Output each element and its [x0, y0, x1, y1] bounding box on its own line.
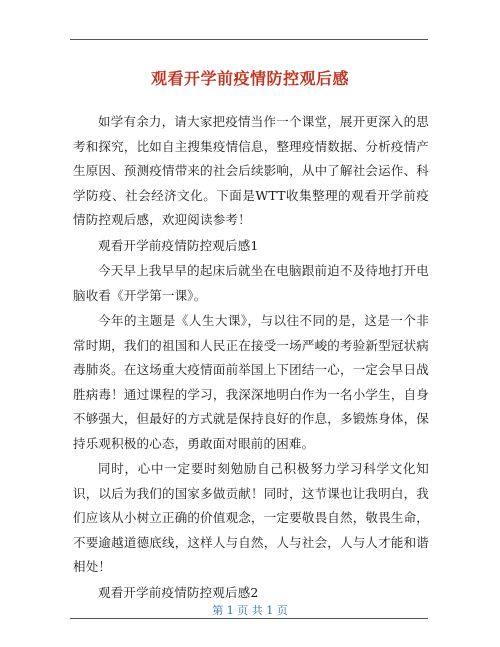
- document-title: 观看开学前疫情防控观后感: [150, 69, 349, 88]
- section-heading-2: 观看开学前疫情防控观后感2: [98, 584, 259, 600]
- section-heading-1: 观看开学前疫情防控观后感1: [98, 237, 259, 253]
- footer-rule: [70, 618, 428, 619]
- document-body: [73, 110, 429, 606]
- body-paragraph: 同时，心中一定要时刻勉励自己积极努力学习科学文化知识，以后为我们的国家多做贡献！同时，这节课也让我明白，我们应该从小树立正确的价值观念，一定要敬畏自然，敬畏生命，不要逾越道德底线，这样人与自然，人与社会，人与人才能和谐相处！: [73, 461, 429, 574]
- body-paragraph: 今年的主题是《人生大课》，与以往不同的是，这是一个非常时期，我们的祖国和人民正在接受一场严峻的考验新型冠状病毒肺炎。在这场重大疫情面前举国上下团结一心，一定会早日战胜病毒！通过课程的学习，我深深地明白作为一名小学生，自身不够强大，但最好的方式就是保持良好的作息，多锻炼身体，保持乐观积极的心态，勇敢面对眼前的困难。: [73, 313, 429, 451]
- body-paragraph: 今天早上我早早的起床后就坐在电脑跟前迫不及待地打开电脑收看《开学第一课》。: [73, 263, 429, 303]
- page-number: 第 1 页 共 1 页: [212, 604, 288, 617]
- header-rule: [70, 39, 428, 40]
- intro-paragraph: 如学有余力，请大家把疫情当作一个课堂，展开更深入的思考和探究，比如自主搜集疫情信息，整理疫情数据、分析疫情产生原因、预测疫情带来的社会后续影响，从中了解社会运作、科学防疫、社会经济文化。下面是WTT收集整理的观看开学前疫情防控观后感，欢迎阅读参考！: [73, 114, 429, 227]
